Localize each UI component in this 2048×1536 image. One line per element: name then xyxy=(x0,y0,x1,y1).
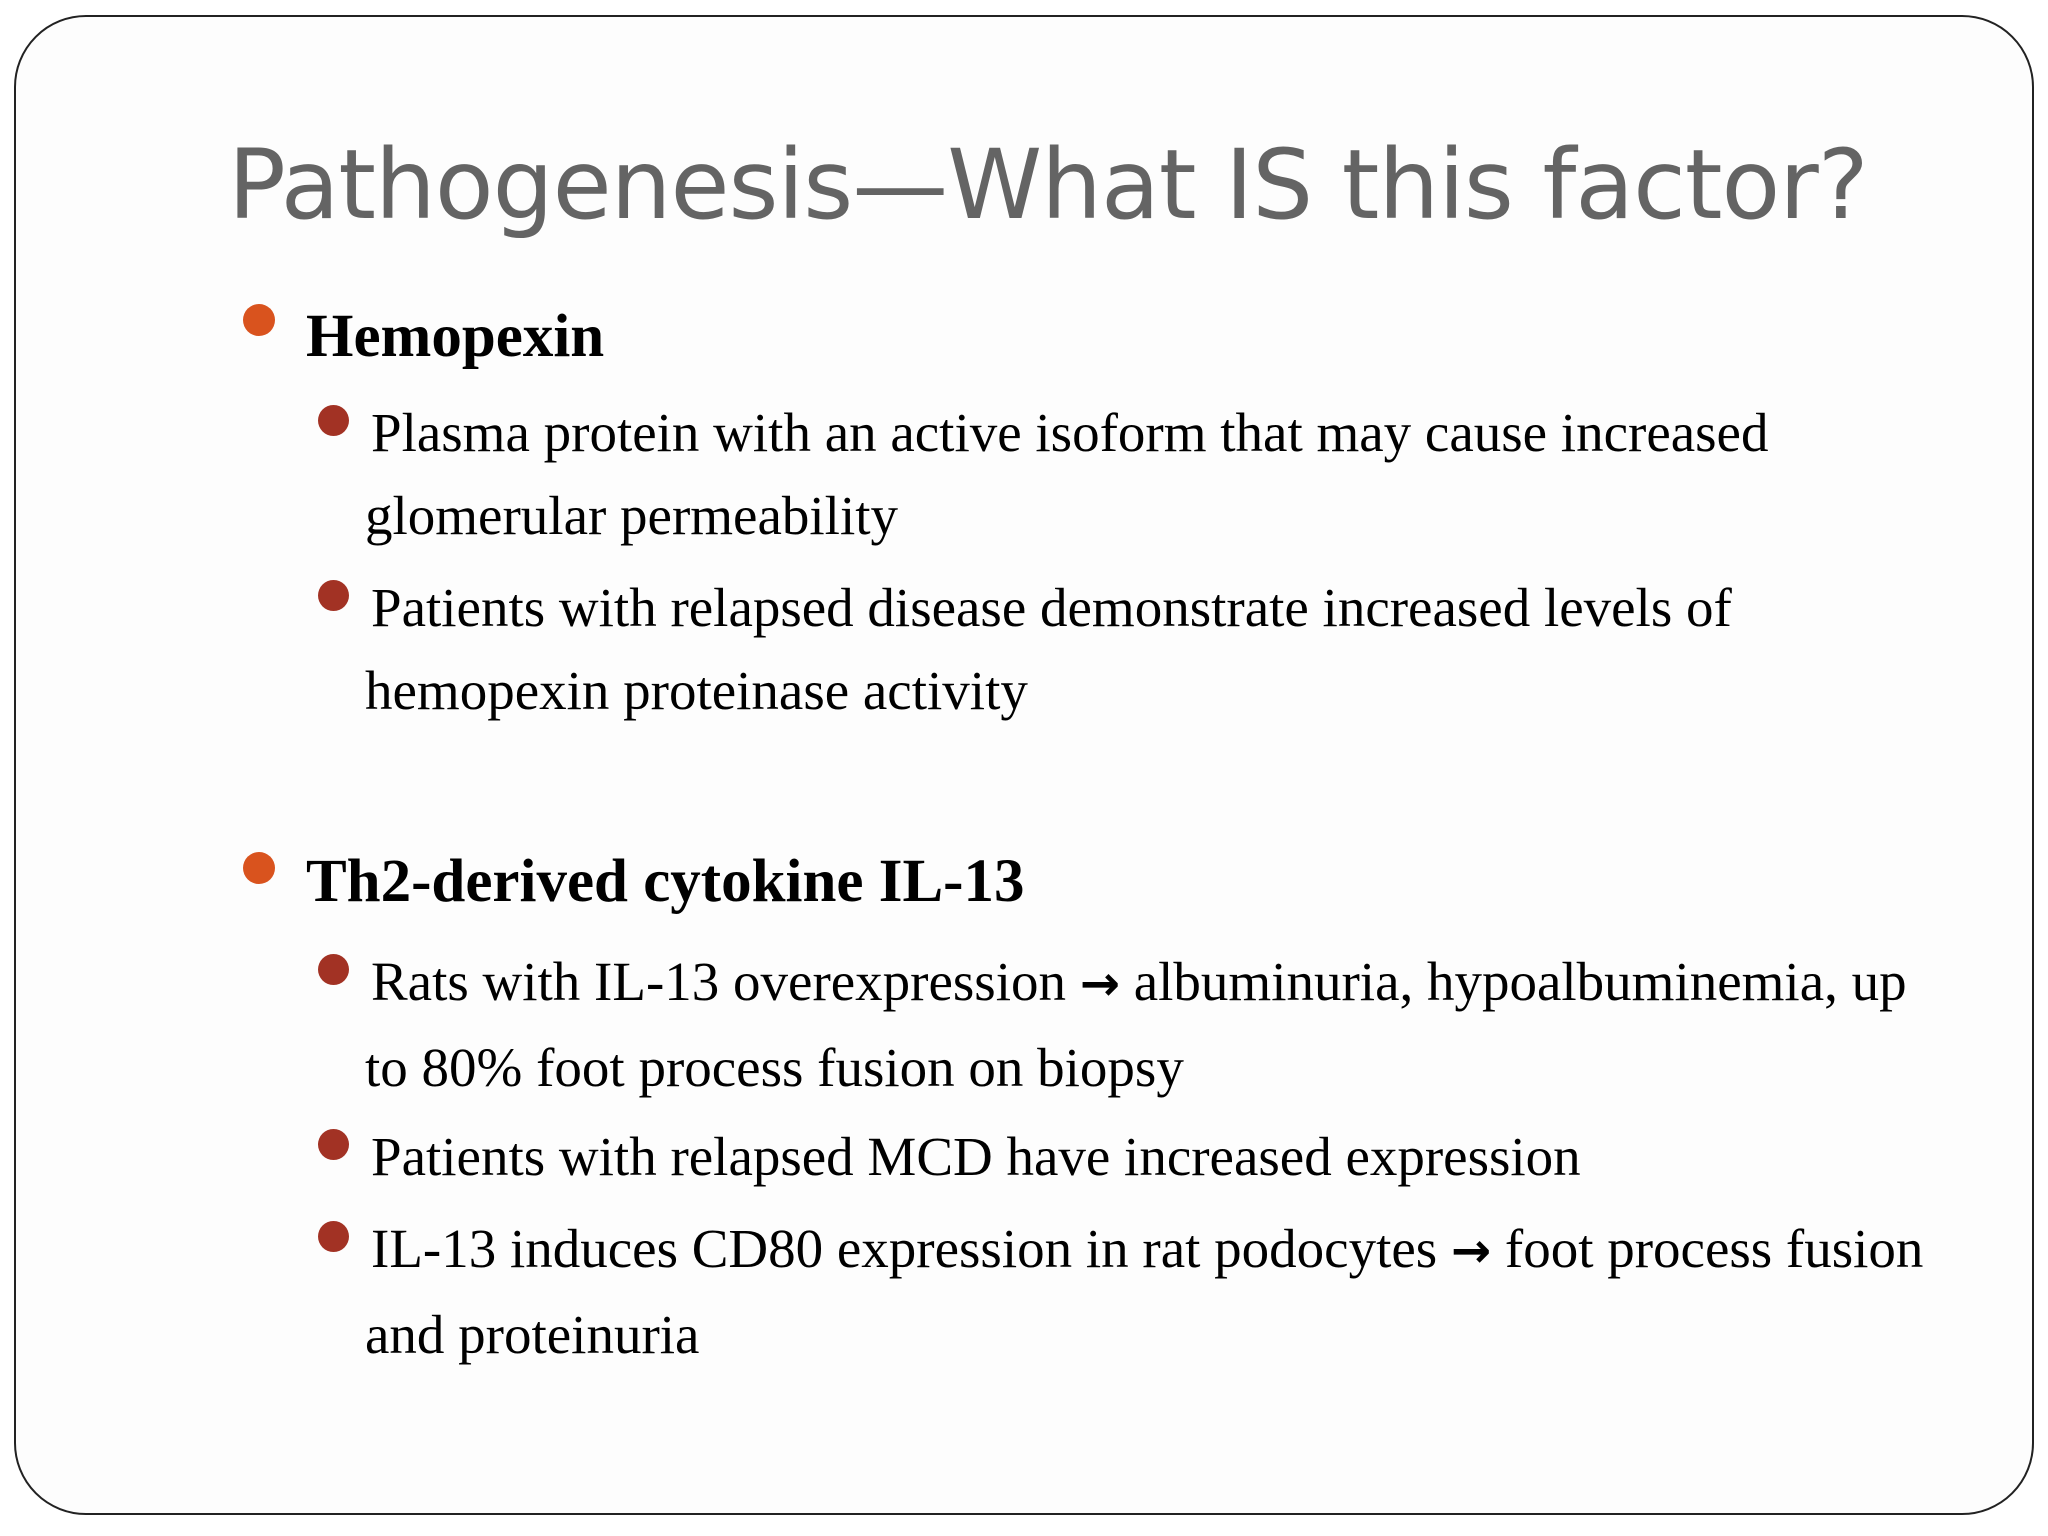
arrow-right-icon: → xyxy=(1079,956,1120,1012)
list-item xyxy=(365,1207,1925,1376)
list-item xyxy=(365,566,1925,732)
list-item xyxy=(365,940,1925,1109)
bullet-dot-icon xyxy=(318,954,349,985)
list-item-text: Plasma protein with an active isoform that may cause increased glomerular permeability xyxy=(365,402,1769,546)
bullet-dot-icon xyxy=(318,1221,349,1252)
slide-title: Pathogenesis—What IS this factor? xyxy=(228,129,1868,241)
section-heading-hemopexin: Hemopexin xyxy=(306,303,605,370)
bullet-dot-icon xyxy=(243,304,275,336)
list-item-text: Patients with relapsed MCD have increased expression xyxy=(371,1126,1581,1187)
bullet-dot-icon xyxy=(318,580,349,611)
arrow-right-icon: → xyxy=(1450,1223,1492,1279)
list-item-text: Patients with relapsed disease demonstrate increased levels of hemopexin proteinase activity xyxy=(365,577,1732,721)
list-item xyxy=(365,391,1925,557)
list-item-text-before: IL-13 induces CD80 expression in rat podocytes xyxy=(371,1218,1438,1279)
bullet-dot-icon xyxy=(243,852,275,884)
bullet-dot-icon xyxy=(318,405,349,436)
section-heading-il13: Th2-derived cytokine IL-13 xyxy=(306,848,1025,915)
list-item xyxy=(365,1115,1925,1198)
list-item-text-before: Rats with IL-13 overexpression xyxy=(371,951,1066,1012)
list-item-text-after: albuminuria, hypoalbuminemia, up to 80% foot process fusion on biopsy xyxy=(365,951,1907,1098)
list-item-text-after: foot process fusion and proteinuria xyxy=(365,1218,1924,1365)
bullet-dot-icon xyxy=(318,1129,349,1160)
